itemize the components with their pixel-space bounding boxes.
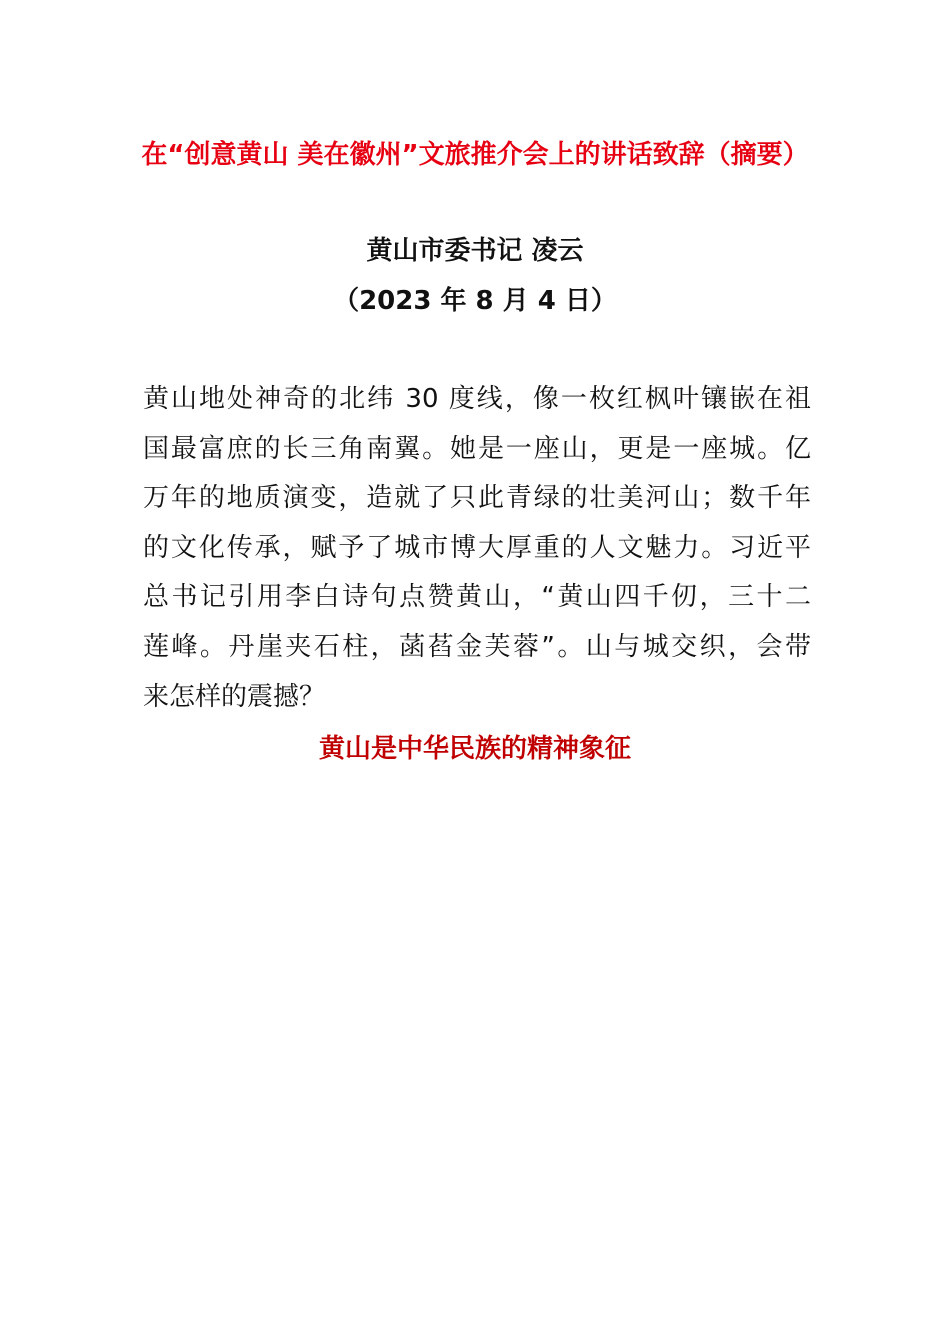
paragraph-line: 来怎样的震撼？ (143, 681, 326, 712)
section-heading: 黄山是中华民族的精神象征 (318, 734, 631, 764)
author-line: 黄山市委书记 凌云 (366, 236, 584, 266)
date-line: （2023 年 8 月 4 日） (333, 286, 617, 316)
paragraph-line: 的文化传承，赋予了城市博大厚重的人文魅力。习近平 (143, 532, 811, 563)
paragraph-line: 万年的地质演变，造就了只此青绿的壮美河山；数千年 (143, 483, 811, 514)
document-title: 在“创意黄山 美在徽州”文旅推介会上的讲话致辞（摘要） (141, 140, 809, 170)
body-paragraph (143, 375, 811, 722)
paragraph-line: 莲峰。丹崖夹石柱，菡萏金芙蓉”。山与城交织，会带 (143, 631, 811, 662)
paragraph-line: 黄山地处神奇的北纬 30 度线，像一枚红枫叶镶嵌在祖 (143, 384, 811, 414)
paragraph-line: 国最富庶的长三角南翼。她是一座山，更是一座城。亿 (143, 433, 811, 464)
paragraph-line: 总书记引用李白诗句点赞黄山，“黄山四千仞，三十二 (143, 582, 811, 613)
